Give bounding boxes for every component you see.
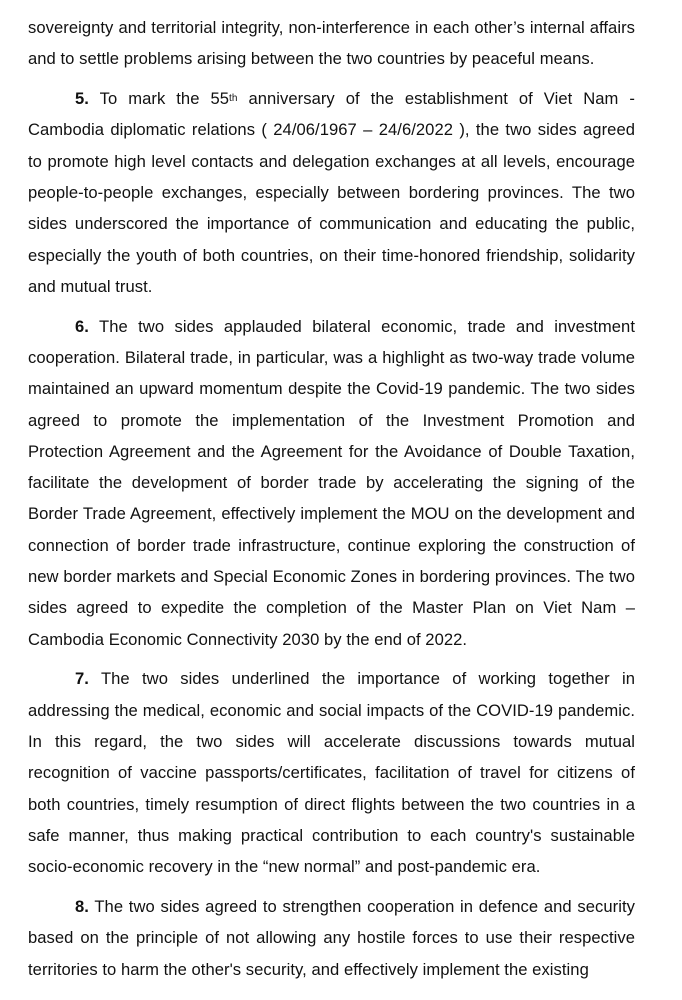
paragraph-6 bbox=[28, 311, 635, 655]
paragraph-continuation bbox=[28, 12, 635, 75]
paragraph-number: 5. bbox=[75, 89, 89, 109]
document-body bbox=[28, 12, 635, 985]
paragraph-7 bbox=[28, 663, 635, 882]
paragraph-text: anniversary of the establishment of Viet Nam - Cambodia diplomatic relations ( 24/06/1967 – 24/6/2022 ), the two sides agreed to promote high level contacts and delegation exchanges at all levels, encourage people-to-people exchanges, especially between bordering provinces. The two sides underscored the importance of communication and educating the public, especially the youth of both countries, on their time-honored friendship, solidarity and mutual trust. bbox=[28, 89, 635, 296]
paragraph-number: 6. bbox=[75, 316, 89, 336]
paragraph-text: The two sides underlined the importance of working together in addressing the medical, economic and social impacts of the COVID-19 pandemic. In this regard, the two sides will accelerate discussions towards mutual recognition of vaccine passports/certificates, facilitation of travel for citizens of both countries, timely resumption of direct flights between the two countries in a safe manner, thus making practical contribution to each country's sustainable socio-economic recovery in the “new normal” and post-pandemic era. bbox=[28, 669, 635, 877]
paragraph-text: The two sides agreed to strengthen cooperation in defence and security based on the principle of not allowing any hostile forces to use their respective territories to harm the other's security, and effectively implement the existing bbox=[28, 897, 635, 979]
paragraph-5 bbox=[28, 83, 635, 302]
paragraph-number: 7. bbox=[75, 669, 89, 689]
paragraph-text: To mark the 55 bbox=[88, 89, 230, 109]
paragraph-8 bbox=[28, 891, 635, 985]
paragraph-text: sovereignty and territorial integrity, non-interference in each other’s internal affairs and to settle problems arising between the two countries by peaceful means. bbox=[28, 18, 635, 69]
paragraph-text: The two sides applauded bilateral economic, trade and investment cooperation. Bilateral trade, in particular, was a highlight as two-way trade volume maintained an upward momentum despite the Covid-19 pandemic. The two sides agreed to promote the implementation of the Investment Promotion and Protection Agreement and the Agreement for the Avoidance of Double Taxation, facilitate the development of border trade by accelerating the signing of the Border Trade Agreement, effectively implement the MOU on the development and connection of border trade infrastructure, continue exploring the construction of new border markets and Special Economic Zones in bordering provinces. The two sides agreed to expedite the completion of the Master Plan on Viet Nam – Cambodia Economic Connectivity 2030 by the end of 2022. bbox=[28, 316, 635, 649]
paragraph-number: 8. bbox=[75, 897, 89, 917]
ordinal-superscript: th bbox=[229, 93, 238, 105]
